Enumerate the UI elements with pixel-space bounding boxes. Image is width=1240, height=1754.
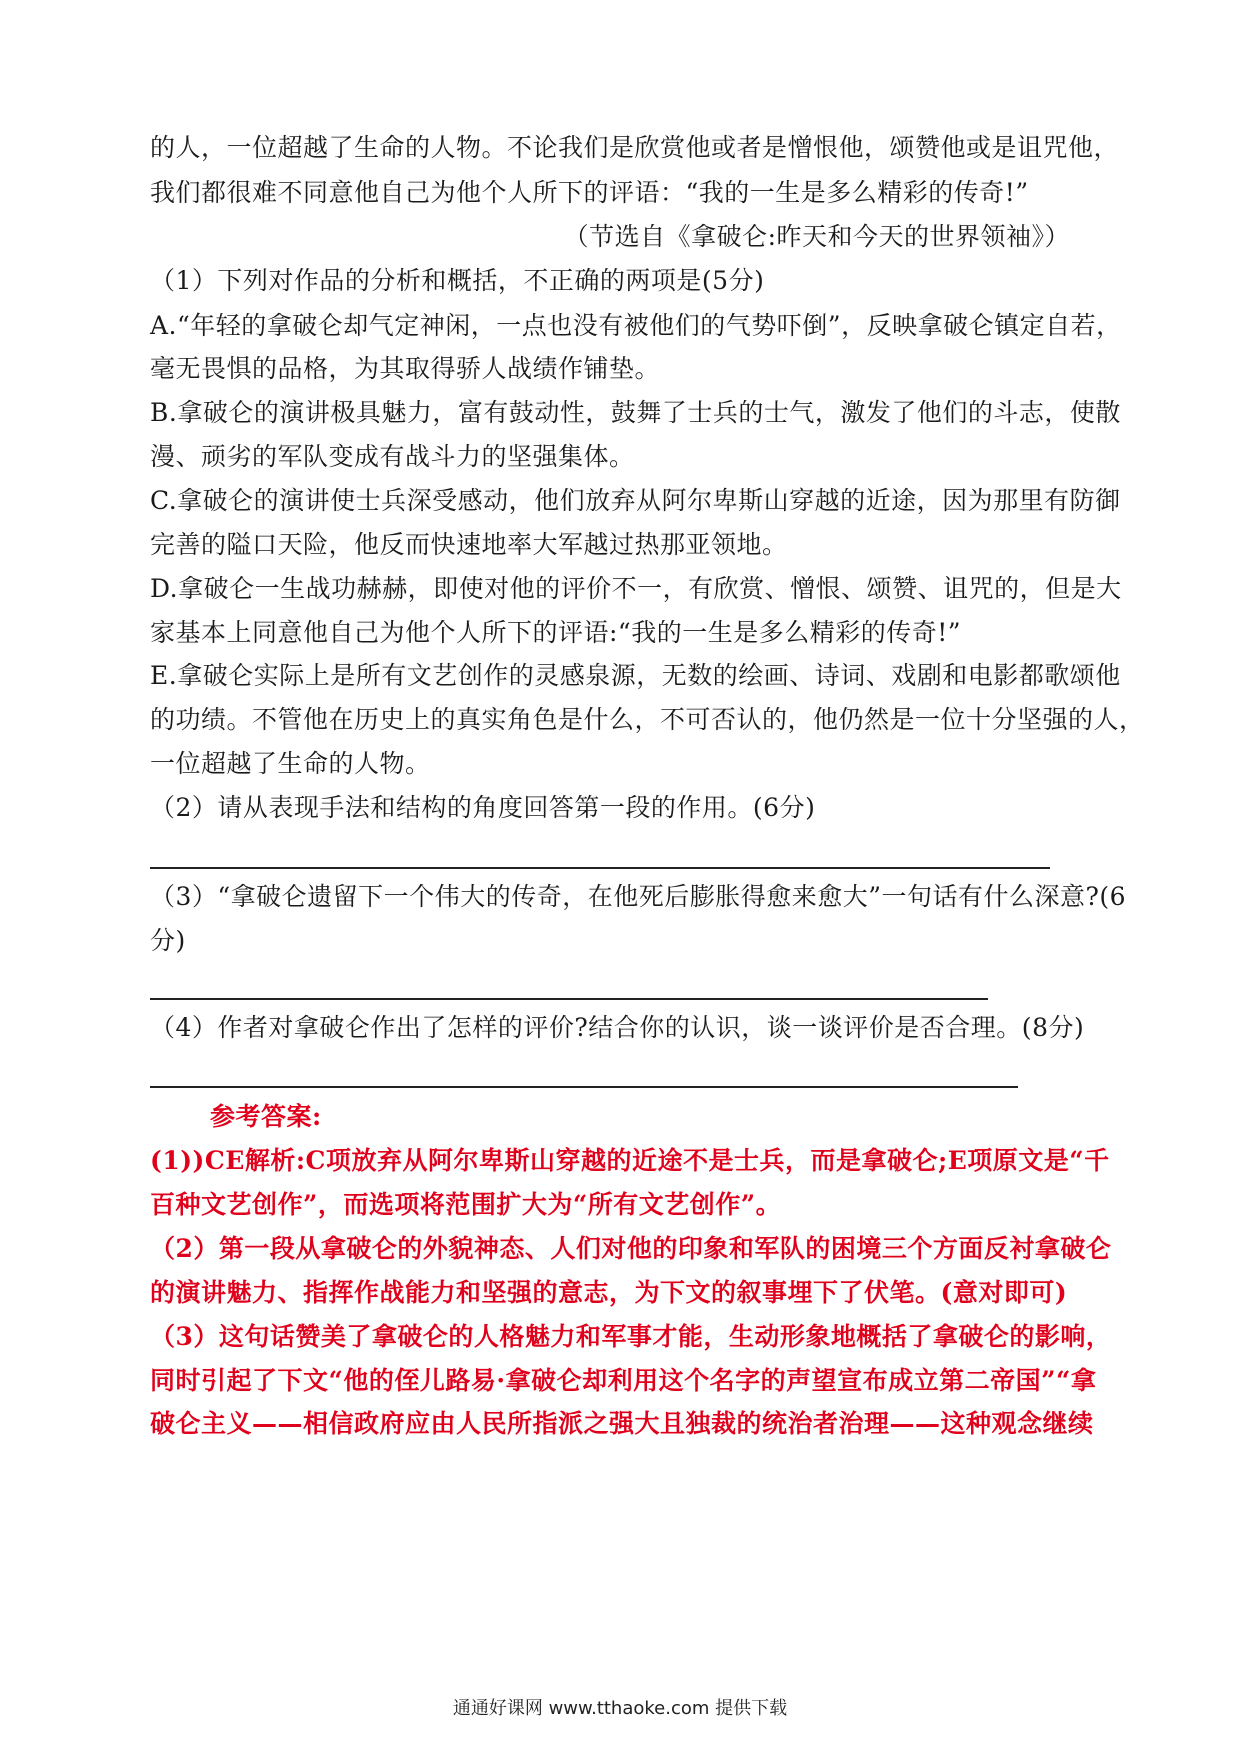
answer-3-line: （3）这句话赞美了拿破仑的人格魅力和军事才能，生动形象地概括了拿破仑的影响， (150, 1322, 1112, 1351)
answer-3-line: 破仑主义——相信政府应由人民所指派之强大且独裁的统治者治理——这种观念继续 (150, 1409, 1094, 1438)
passage-line: 的人，一位超越了生命的人物。不论我们是欣赏他或者是憎恨他，颂赞他或是诅咒他， (150, 133, 1120, 162)
answer-blank-line (150, 867, 1050, 869)
page-footer: 通通好课网 www.tthaoke.com 提供下载 (452, 1698, 788, 1719)
option-d-line: 家基本上同意他自己为他个人所下的评语:“我的一生是多么精彩的传奇!” (150, 618, 962, 647)
option-e-line: 一位超越了生命的人物。 (150, 749, 431, 778)
passage-source: （节选自《拿破仑:昨天和今天的世界领袖》） (563, 222, 1070, 251)
option-e-line: E.拿破仑实际上是所有文艺创作的灵感泉源，无数的绘画、诗词、戏剧和电影都歌颂他 (150, 661, 1121, 690)
answer-1-line: 百种文艺创作”，而选项将范围扩大为“所有文艺创作”。 (150, 1190, 782, 1219)
answer-3-line: 同时引起了下文“他的侄儿路易·拿破仑却利用这个名字的声望宣布成立第二帝国”“拿 (150, 1366, 1097, 1395)
question-3-stem: （3）“拿破仑遗留下一个伟大的传奇，在他死后膨胀得愈来愈大”一句话有什么深意?(6 (150, 882, 1127, 911)
option-a-line: 毫无畏惧的品格，为其取得骄人战绩作铺垫。 (150, 354, 661, 383)
answer-blank-line (150, 998, 988, 1000)
option-c-line: 完善的隘口天险，他反而快速地率大军越过热那亚领地。 (150, 530, 788, 559)
question-1-stem: （1）下列对作品的分析和概括，不正确的两项是(5分) (150, 266, 765, 295)
option-d-line: D.拿破仑一生战功赫赫，即使对他的评价不一，有欣赏、憎恨、颂赞、诅咒的，但是大 (150, 574, 1122, 603)
question-2-stem: （2）请从表现手法和结构的角度回答第一段的作用。(6分) (150, 793, 816, 822)
answer-blank-line (150, 1086, 1018, 1088)
option-b-line: 漫、顽劣的军队变成有战斗力的坚强集体。 (150, 442, 635, 471)
question-3-stem: 分) (150, 926, 186, 955)
answer-1-line: (1))CE解析:C项放弃从阿尔卑斯山穿越的近途不是士兵，而是拿破仑;E项原文是“千 (150, 1146, 1110, 1175)
passage-line: 我们都很难不同意他自己为他个人所下的评语：“我的一生是多么精彩的传奇!” (150, 178, 1029, 207)
option-e-line: 的功绩。不管他在历史上的真实角色是什么，不可否认的，他仍然是一位十分坚强的人， (150, 705, 1145, 734)
answer-2-line: 的演讲魅力、指挥作战能力和坚强的意志，为下文的叙事埋下了伏笔。(意对即可) (150, 1278, 1068, 1307)
answer-2-line: （2）第一段从拿破仑的外貌神态、人们对他的印象和军队的困境三个方面反衬拿破仑 (150, 1234, 1112, 1263)
option-a-line: A.“年轻的拿破仑却气定神闲，一点也没有被他们的气势吓倒”，反映拿破仑镇定自若， (150, 311, 1122, 340)
answer-heading: 参考答案: (210, 1102, 322, 1131)
question-4-stem: （4）作者对拿破仑作出了怎样的评价?结合你的认识，谈一谈评价是否合理。(8分) (150, 1013, 1085, 1042)
option-b-line: B.拿破仑的演讲极具魅力，富有鼓动性，鼓舞了士兵的士气，激发了他们的斗志，使散 (150, 398, 1121, 427)
option-c-line: C.拿破仑的演讲使士兵深受感动，他们放弃从阿尔卑斯山穿越的近途，因为那里有防御 (150, 486, 1121, 515)
